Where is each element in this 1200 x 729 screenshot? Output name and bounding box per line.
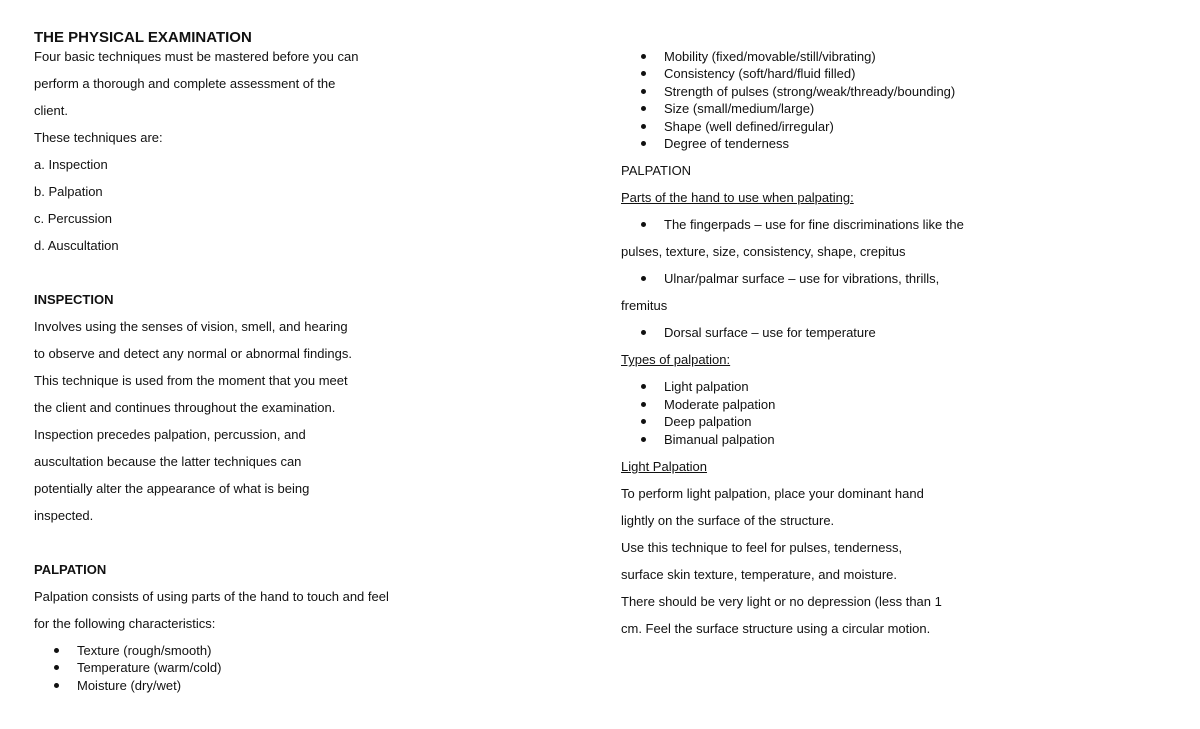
light-palpation-line: surface skin texture, temperature, and moisture. — [621, 567, 898, 582]
palpation-line: Palpation consists of using parts of the hand to touch and feel — [34, 589, 389, 604]
light-palpation-line: There should be very light or no depression (less than 1 — [621, 594, 942, 609]
palpation-heading: PALPATION — [621, 163, 692, 178]
characteristic-text: Temperature (warm/cold) — [77, 660, 222, 675]
bullet-icon — [641, 71, 646, 76]
characteristic-text: Mobility (fixed/movable/still/vibrating) — [664, 49, 876, 64]
bullet-icon — [641, 124, 646, 129]
palpation-type-text: Deep palpation — [664, 414, 752, 429]
characteristic-text: Consistency (soft/hard/fluid filled) — [664, 66, 856, 81]
palpation-heading: PALPATION — [34, 562, 107, 577]
light-palpation-line: cm. Feel the surface structure using a circular motion. — [621, 621, 931, 636]
technique-item: d. Auscultation — [34, 238, 119, 253]
characteristic-text: Moisture (dry/wet) — [77, 678, 182, 693]
bullet-icon — [54, 648, 59, 653]
hand-part-continuation: pulses, texture, size, consistency, shape, crepitus — [621, 244, 906, 259]
light-palpation-line: Use this technique to feel for pulses, tenderness, — [621, 540, 903, 555]
hand-part-text: Dorsal surface – use for temperature — [664, 325, 876, 340]
characteristic-text: Degree of tenderness — [664, 136, 790, 151]
inspection-line: This technique is used from the moment that you meet — [34, 373, 348, 388]
technique-item: a. Inspection — [34, 157, 108, 172]
light-palpation-heading: Light Palpation — [621, 459, 708, 474]
light-palpation-line: To perform light palpation, place your dominant hand — [621, 486, 924, 501]
bullet-icon — [641, 106, 646, 111]
inspection-line: auscultation because the latter techniques can — [34, 454, 302, 469]
technique-item: c. Percussion — [34, 211, 113, 226]
inspection-line: inspected. — [34, 508, 94, 523]
bullet-icon — [641, 437, 646, 442]
bullet-icon — [641, 89, 646, 94]
characteristic-text: Size (small/medium/large) — [664, 101, 815, 116]
bullet-icon — [641, 141, 646, 146]
hand-part-continuation: fremitus — [621, 298, 668, 313]
bullet-icon — [641, 222, 646, 227]
palpation-type-text: Light palpation — [664, 379, 749, 394]
intro-line: Four basic techniques must be mastered before you can — [34, 49, 359, 64]
hand-parts-heading: Parts of the hand to use when palpating: — [621, 190, 854, 205]
inspection-line: Inspection precedes palpation, percussion, and — [34, 427, 306, 442]
technique-item: b. Palpation — [34, 184, 103, 199]
palpation-type-text: Bimanual palpation — [664, 432, 775, 447]
palpation-line: for the following characteristics: — [34, 616, 216, 631]
types-heading: Types of palpation: — [621, 352, 731, 367]
bullet-icon — [641, 54, 646, 59]
intro-line: client. — [34, 103, 68, 118]
bullet-icon — [641, 402, 646, 407]
inspection-line: potentially alter the appearance of what is being — [34, 481, 310, 496]
characteristic-text: Strength of pulses (strong/weak/thready/bounding) — [664, 84, 956, 99]
light-palpation-line: lightly on the surface of the structure. — [621, 513, 835, 528]
bullet-icon — [641, 276, 646, 281]
bullet-icon — [54, 683, 59, 688]
intro-line: These techniques are: — [34, 130, 163, 145]
characteristic-text: Texture (rough/smooth) — [77, 643, 212, 658]
bullet-icon — [641, 330, 646, 335]
palpation-type-text: Moderate palpation — [664, 397, 776, 412]
intro-line: perform a thorough and complete assessment of the — [34, 76, 336, 91]
characteristic-text: Shape (well defined/irregular) — [664, 119, 834, 134]
document-title: THE PHYSICAL EXAMINATION — [34, 29, 252, 46]
bullet-icon — [641, 419, 646, 424]
bullet-icon — [641, 384, 646, 389]
hand-part-text: The fingerpads – use for fine discriminations like the — [664, 217, 964, 232]
inspection-line: the client and continues throughout the examination. — [34, 400, 336, 415]
bullet-icon — [54, 665, 59, 670]
inspection-heading: INSPECTION — [34, 292, 114, 307]
hand-part-text: Ulnar/palmar surface – use for vibrations, thrills, — [664, 271, 940, 286]
inspection-line: Involves using the senses of vision, smell, and hearing — [34, 319, 348, 334]
inspection-line: to observe and detect any normal or abnormal findings. — [34, 346, 352, 361]
